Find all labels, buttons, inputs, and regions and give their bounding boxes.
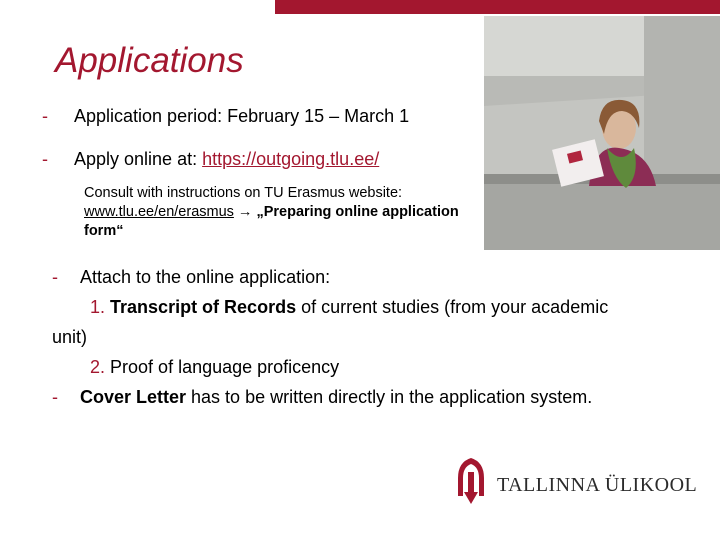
note-intro: Consult with instructions on TU Erasmus website: [84,185,403,201]
item-number: 2. [90,357,106,377]
cover-letter-rest: has to be written directly in the application system. [186,387,593,407]
bullet-dash: - [52,267,58,287]
bullet-dash: - [42,149,48,169]
university-name: TALLINNA ÜLIKOOL [497,474,698,496]
erasmus-website-link[interactable]: www.tlu.ee/en/erasmus [84,204,234,220]
page-title: Applications [55,41,244,80]
bullet-application-period [42,106,409,127]
note-bold-title: „Preparing online application form“ [84,204,459,239]
attach-intro-text: Attach to the online application: [80,267,331,287]
attach-intro-row [52,262,712,292]
cover-letter-row [52,382,712,412]
arrow-separator: → [233,204,257,220]
erasmus-instructions-note [84,184,474,241]
attach-item-transcript-wrap: unit) [52,327,88,347]
bullet-dash: - [42,106,48,126]
item-number: 1. [90,297,106,317]
attach-item-transcript [52,292,712,322]
bullet-dash: - [52,387,58,407]
bullet-apply-online [42,149,379,170]
apply-online-label: Apply online at: [74,149,203,169]
attach-item-language [52,352,712,382]
transcript-rest: of current studies (from your academic [296,297,609,317]
cover-letter-bold: Cover Letter [80,387,187,407]
student-photo [484,16,720,250]
attachments-section [52,262,712,412]
tlu-emblem-icon [454,456,488,506]
application-period-text: Application period: February 15 – March 1 [74,106,410,126]
top-accent-bar [275,0,720,14]
photo-illustration [484,16,720,250]
transcript-bold: Transcript of Records [110,297,297,317]
university-logo [454,456,720,506]
outgoing-portal-link[interactable]: https://outgoing.tlu.ee/ [202,149,380,169]
language-proof-text: Proof of language proficency [110,357,340,377]
